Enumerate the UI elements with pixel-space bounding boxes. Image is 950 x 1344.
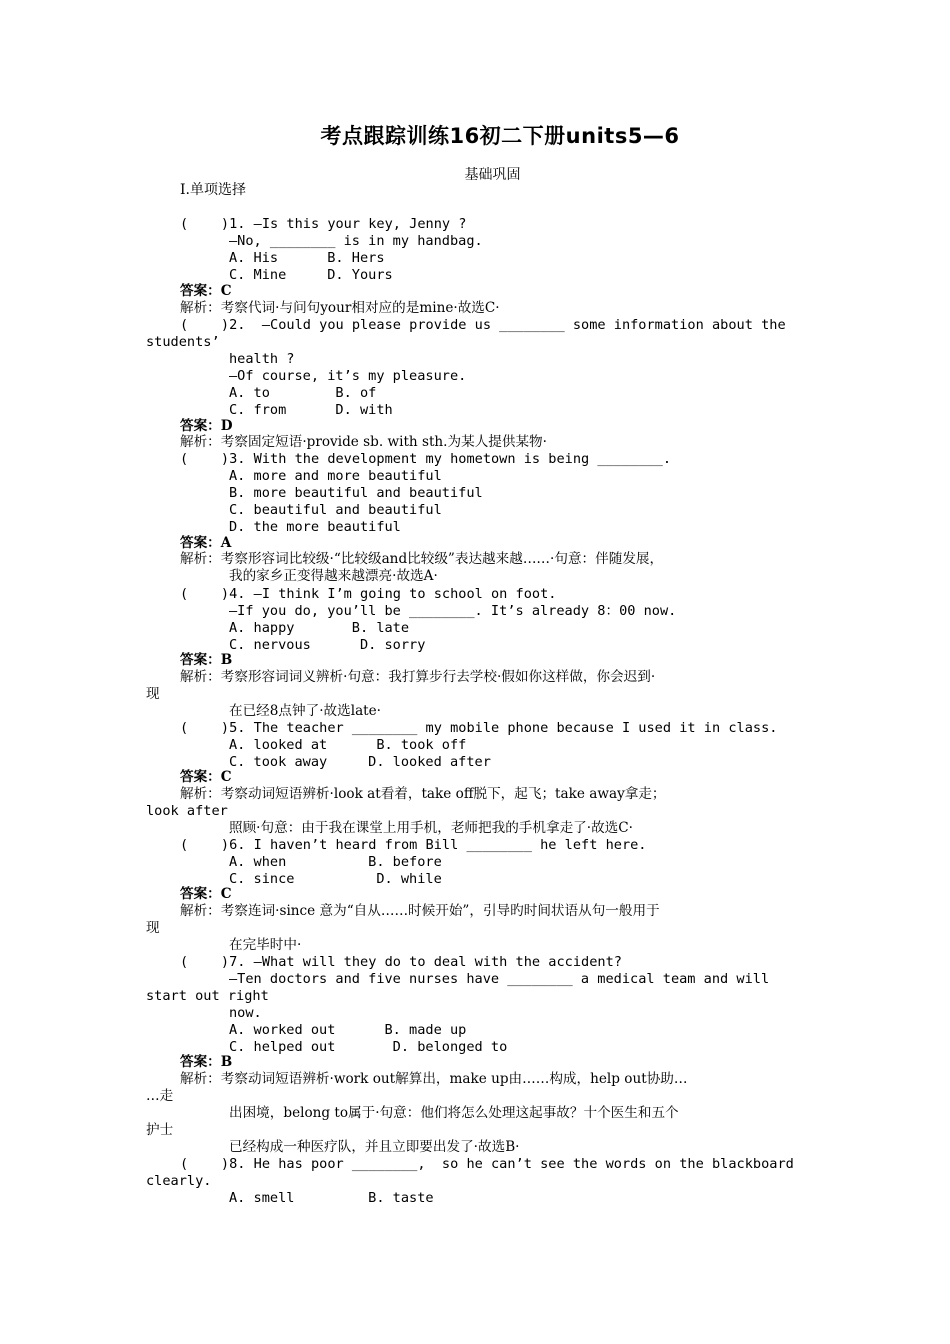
text-line: 答案：C [180, 886, 232, 902]
text-line: 解析：考察形容词比较级·“比较级and比较级”表达越来越……·句意：伴随发展， [180, 551, 664, 567]
text-line: 在已经8点钟了·故选late· [229, 703, 381, 719]
text-line: 解析：考察固定短语·provide sb. with sth.为某人提供某物· [180, 434, 547, 450]
text-line: 我的家乡正变得越来越漂亮·故选A· [229, 568, 438, 584]
text-line: A. happy B. late [229, 620, 410, 636]
text-line: —Ten doctors and five nurses have ________ a medical team and will [229, 971, 770, 987]
text-line: C. from D. with [229, 402, 393, 418]
text-line: ( )1. —Is this your key, Jenny ? [180, 216, 467, 232]
section-heading: Ⅰ.单项选择 [180, 182, 246, 198]
text-line: 照顾·句意：由于我在课堂上用手机，老师把我的手机拿走了·故选C· [229, 820, 633, 836]
text-line: clearly. [146, 1173, 212, 1189]
text-line: D. the more beautiful [229, 519, 401, 535]
text-line: ( )2. —Could you please provide us ________ some information about the [180, 317, 786, 333]
text-line: A. His B. Hers [229, 250, 385, 266]
text-line: C. Mine D. Yours [229, 267, 393, 283]
text-line: 解析：考察连词·since 意为“自从……时候开始”，引导旳时间状语从句一般用于 [180, 903, 660, 919]
text-line: 护士 [146, 1122, 174, 1138]
text-line: 出困境，belong to属于·句意：他们将怎么处理这起事故？十个医生和五个 [229, 1105, 679, 1121]
text-line: now. [229, 1005, 262, 1021]
text-line: look after [146, 803, 228, 819]
text-line: ( )5. The teacher ________ my mobile phone because I used it in class. [180, 720, 778, 736]
text-line: 答案：B [180, 1054, 233, 1070]
text-line: 现 [146, 920, 160, 936]
text-line: 解析：考察代词·与问句your相对应的是mine·故选C· [180, 300, 500, 316]
text-line: C. since D. while [229, 871, 442, 887]
text-line: ( )7. —What will they do to deal with the accident? [180, 954, 622, 970]
text-line: ( )6. I haven’t heard from Bill ________ he left here. [180, 837, 647, 853]
text-line: 在完毕时中· [229, 937, 302, 953]
text-line: students’ [146, 334, 220, 350]
text-line: A. to B. of [229, 385, 377, 401]
text-line: C. nervous D. sorry [229, 637, 426, 653]
text-line: 答案：C [180, 769, 232, 785]
text-line: 答案：D [180, 418, 233, 434]
text-line: —If you do, you’ll be ________. It’s already 8：00 now. [229, 603, 677, 619]
text-line: ( )3. With the development my hometown is being ________. [180, 451, 672, 467]
text-line: …走 [146, 1088, 174, 1104]
text-line: ( )4. —I think I’m going to school on foot. [180, 586, 557, 602]
text-line: 解析：考察动词短语辨析·work out解算出，make up由……构成，help out协助… [180, 1071, 688, 1087]
page-title: 考点跟踪训练16初二下册units5—6 [320, 124, 680, 148]
text-line: 答案：A [180, 535, 232, 551]
text-line: 现 [146, 686, 160, 702]
text-line: health ? [229, 351, 295, 367]
text-line: B. more beautiful and beautiful [229, 485, 483, 501]
text-line: 解析：考察动词短语辨析·look at看着，take off脱下，起飞；take away拿走； [180, 786, 666, 802]
text-line: —No, ________ is in my handbag. [229, 233, 483, 249]
text-line: start out right [146, 988, 269, 1004]
text-line: A. looked at B. took off [229, 737, 467, 753]
text-line: C. beautiful and beautiful [229, 502, 442, 518]
text-line: C. helped out D. belonged to [229, 1039, 508, 1055]
text-line: A. worked out B. made up [229, 1022, 467, 1038]
text-line: 解析：考察形容词词义辨析·句意：我打算步行去学校·假如你这样做，你会迟到· [180, 669, 656, 685]
text-line: A. when B. before [229, 854, 442, 870]
text-line: 答案：C [180, 283, 232, 299]
text-line: A. smell B. taste [229, 1190, 434, 1206]
text-line: 已经构成一种医疗队，并且立即要出发了·故选B· [229, 1139, 520, 1155]
text-line: ( )8. He has poor ________, so he can’t see the words on the blackboard [180, 1156, 794, 1172]
text-line: A. more and more beautiful [229, 468, 442, 484]
section-subtitle: 基础巩固 [464, 167, 521, 183]
text-line: 答案：B [180, 652, 233, 668]
text-line: —Of course, it’s my pleasure. [229, 368, 467, 384]
text-line: C. took away D. looked after [229, 754, 491, 770]
